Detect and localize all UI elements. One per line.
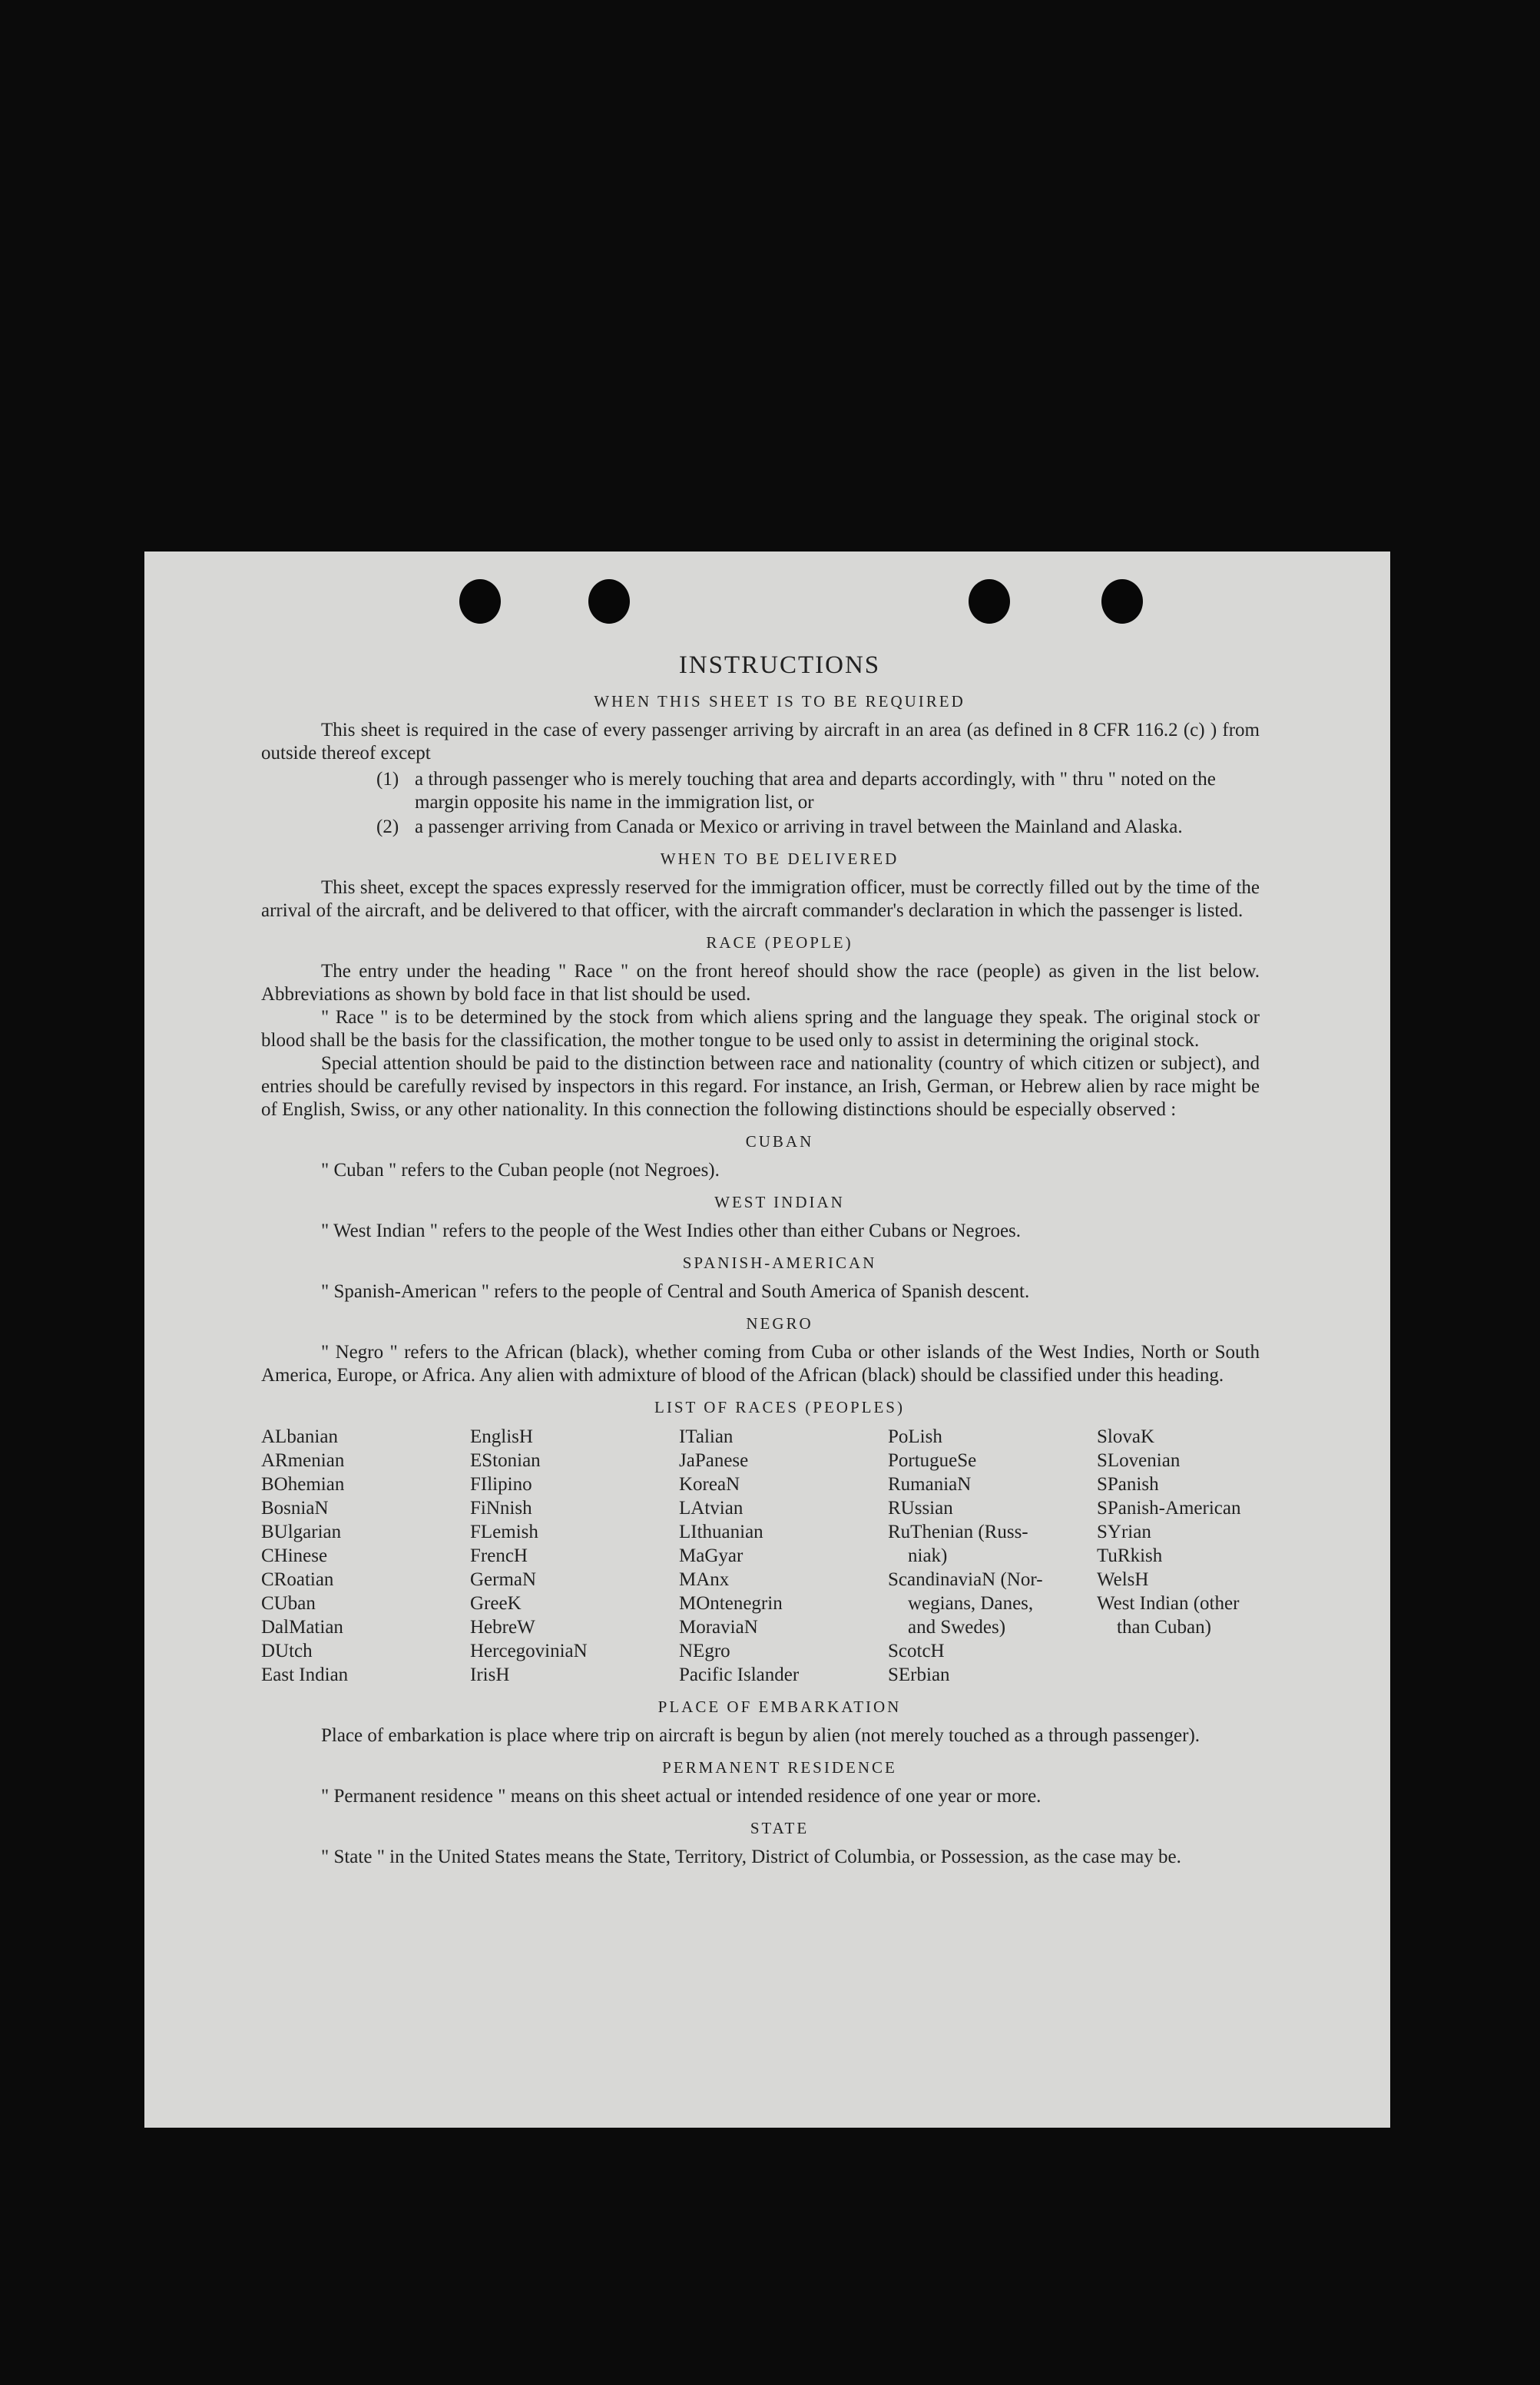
section-heading-when-delivered: WHEN TO BE DELIVERED [660, 850, 899, 868]
race-entry: WelsH [1097, 1569, 1149, 1590]
race-entry: wegians, Danes, [908, 1593, 1034, 1614]
instructions-content [261, 651, 1413, 1869]
when-delivered-text: This sheet, except the spaces expressly reserved for the immigration officer, must be correctly filled out by the time of the arrival of the aircraft, and be delivered to that officer, with the aircraft commander's declaration in which the passenger is listed. [261, 877, 1260, 921]
spanish-american-text: " Spanish-American " refers to the people of Central and South America of Spanish descent. [321, 1281, 1030, 1302]
exception-list [261, 768, 1413, 839]
race-paragraph: The entry under the heading " Race " on the front hereof should show the race (people) as given in the list below. Abbreviations as shown by bold face in that list should be used. [261, 961, 1260, 1005]
race-entry: niak) [908, 1545, 948, 1566]
race-entry: BUlgarian [261, 1522, 342, 1542]
race-entry: RumaniaN [888, 1474, 972, 1495]
race-entry: JaPanese [679, 1450, 749, 1471]
race-entry: BosniaN [261, 1498, 329, 1519]
section-heading-race: RACE (PEOPLE) [706, 933, 853, 952]
race-entry: MoraviaN [679, 1617, 758, 1638]
race-entry: CUban [261, 1593, 316, 1614]
race-entry: LIthuanian [679, 1522, 763, 1542]
race-entry: SPanish-American [1097, 1498, 1241, 1519]
exception-text: a through passenger who is merely touching that area and departs accordingly, with " thru " noted on the margin opposite his name in the immigration list, or [415, 769, 1216, 813]
race-entry: TuRkish [1097, 1545, 1163, 1566]
race-entry: LAtvian [679, 1498, 744, 1519]
race-entry: West Indian (other [1097, 1593, 1240, 1614]
race-entry: GermaN [470, 1569, 537, 1590]
residence-text: " Permanent residence " means on this sheet actual or intended residence of one year or more. [321, 1786, 1042, 1807]
race-entry: NEgro [679, 1641, 730, 1661]
race-entry: SlovaK [1097, 1426, 1154, 1447]
race-entry: ALbanian [261, 1426, 338, 1447]
race-entry: MOntenegrin [679, 1593, 783, 1614]
embarkation-text: Place of embarkation is place where trip on aircraft is begun by alien (not merely touched as a through passenger). [321, 1725, 1201, 1746]
page-title: INSTRUCTIONS [678, 651, 881, 679]
race-entry: SErbian [888, 1665, 950, 1685]
race-entry: and Swedes) [908, 1617, 1006, 1638]
race-entry: DUtch [261, 1641, 313, 1661]
race-entry: HercegoviniaN [470, 1641, 588, 1661]
west-indian-text: " West Indian " refers to the people of the West Indies other than either Cubans or Negroes. [321, 1221, 1022, 1241]
race-entry: FLemish [470, 1522, 538, 1542]
race-entry: RuThenian (Russ- [888, 1522, 1028, 1542]
race-entry: KoreaN [679, 1474, 740, 1495]
race-entry: SYrian [1097, 1522, 1151, 1542]
race-entry: ARmenian [261, 1450, 345, 1471]
section-heading-west-indian: WEST INDIAN [714, 1193, 845, 1211]
races-column [261, 1425, 470, 1687]
race-entry: IrisH [470, 1665, 510, 1685]
race-entry: SLovenian [1097, 1450, 1181, 1471]
race-entry: PortugueSe [888, 1450, 977, 1471]
race-entry: BOhemian [261, 1474, 345, 1495]
race-entry: Pacific Islander [679, 1665, 800, 1685]
exception-text: a passenger arriving from Canada or Mexico or arriving in travel between the Mainland and Alaska. [415, 817, 1183, 837]
race-entry: DalMatian [261, 1617, 343, 1638]
race-entry: ITalian [679, 1426, 734, 1447]
race-entry: HebreW [470, 1617, 535, 1638]
races-column [1097, 1425, 1306, 1687]
race-entry: FiNnish [470, 1498, 532, 1519]
exception-number: (1) [376, 769, 399, 790]
negro-text: " Negro " refers to the African (black), whether coming from Cuba or other islands of the West Indies, North or South America, Europe, or Africa. Any alien with admixture of blood of the African (black) should be classified under this heading. [261, 1342, 1260, 1386]
race-entry: CHinese [261, 1545, 328, 1566]
race-entry: GreeK [470, 1593, 522, 1614]
when-required-text: This sheet is required in the case of every passenger arriving by aircraft in an area (as defined in 8 CFR 116.2 (c) ) from outside thereof except [261, 720, 1260, 764]
races-column [679, 1425, 888, 1687]
race-entry: EnglisH [470, 1426, 533, 1447]
race-entry: ScandinaviaN (Nor- [888, 1569, 1043, 1590]
punch-hole [969, 579, 1010, 624]
race-entry: East Indian [261, 1665, 349, 1685]
race-entry: FIlipino [470, 1474, 532, 1495]
races-column [888, 1425, 1097, 1687]
state-text: " State " in the United States means the State, Territory, District of Columbia, or Possession, as the case may be. [321, 1847, 1181, 1867]
race-entry: CRoatian [261, 1569, 334, 1590]
race-entry: MaGyar [679, 1545, 744, 1566]
section-heading-when-required: WHEN THIS SHEET IS TO BE REQUIRED [594, 692, 965, 711]
punch-hole [588, 579, 630, 624]
races-column [470, 1425, 679, 1687]
race-entry: FrencH [470, 1545, 528, 1566]
race-entry: MAnx [679, 1569, 730, 1590]
exception-item [261, 816, 1260, 839]
section-heading-races-list: LIST OF RACES (PEOPLES) [654, 1398, 905, 1416]
instruction-sheet [144, 552, 1390, 2128]
section-heading-negro: NEGRO [746, 1314, 813, 1333]
race-entry: ScotcH [888, 1641, 945, 1661]
race-entry: than Cuban) [1117, 1617, 1211, 1638]
race-entry: SPanish [1097, 1474, 1159, 1495]
race-entry: PoLish [888, 1426, 942, 1447]
punch-hole [459, 579, 501, 624]
races-list [261, 1425, 1306, 1687]
exception-item [261, 768, 1260, 814]
punch-hole [1101, 579, 1143, 624]
section-heading-residence: PERMANENT RESIDENCE [662, 1758, 897, 1777]
exception-number: (2) [376, 817, 399, 837]
race-entry: RUssian [888, 1498, 953, 1519]
section-heading-state: STATE [750, 1819, 810, 1837]
cuban-text: " Cuban " refers to the Cuban people (not Negroes). [321, 1160, 720, 1181]
section-heading-cuban: CUBAN [745, 1132, 814, 1151]
section-heading-spanish-american: SPANISH-AMERICAN [682, 1254, 877, 1272]
race-entry: EStonian [470, 1450, 541, 1471]
race-paragraph: Special attention should be paid to the distinction between race and nationality (country of which citizen or subject), and entries should be carefully revised by inspectors in this regard. For instance, an Irish, German, or Hebrew alien by race might be of English, Swiss, or any other nationality. In this connection the following distinctions should be especially observed : [261, 1053, 1260, 1120]
section-heading-embarkation: PLACE OF EMBARKATION [657, 1698, 902, 1716]
race-paragraph: " Race " is to be determined by the stock from which aliens spring and the language they speak. The original stock or blood shall be the basis for the classification, the mother tongue to be used only to assist in determining the original stock. [261, 1007, 1260, 1051]
